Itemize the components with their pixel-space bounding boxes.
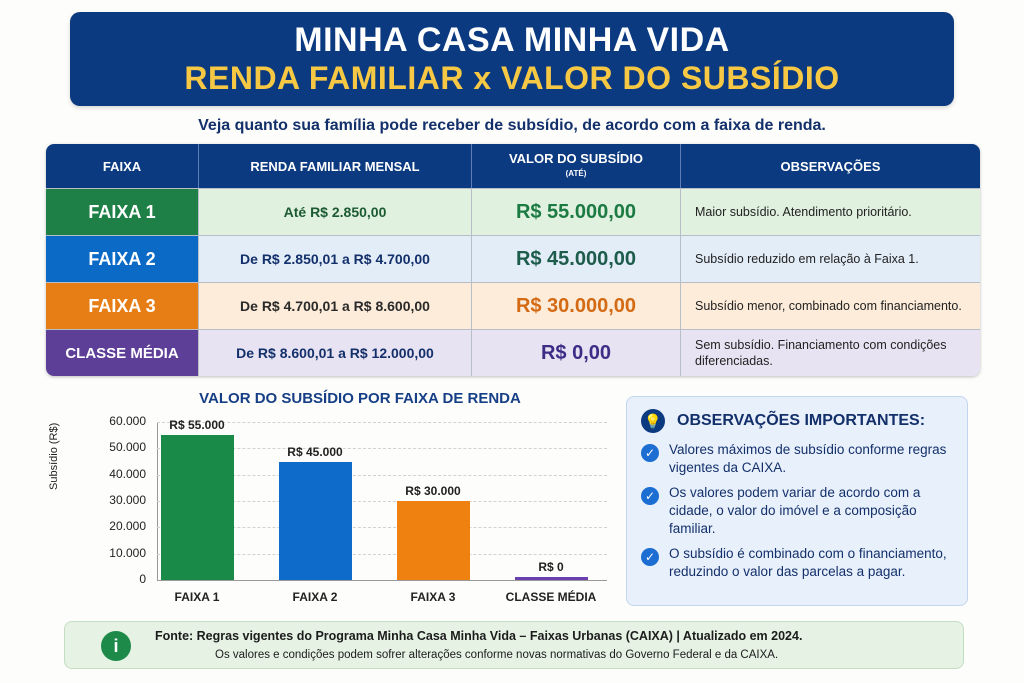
subsidio-value: R$ 45.000,00 bbox=[472, 235, 681, 282]
x-axis bbox=[157, 580, 607, 581]
info-icon: i bbox=[101, 631, 131, 661]
faixa-label: CLASSE MÉDIA bbox=[46, 329, 199, 376]
observacao-cell: Subsídio reduzido em relação à Faixa 1. bbox=[681, 235, 980, 282]
title-banner bbox=[70, 12, 954, 106]
faixa-label: FAIXA 1 bbox=[46, 188, 199, 235]
bar-data-label: R$ 0 bbox=[538, 560, 564, 574]
header-renda: RENDA FAMILIAR MENSAL bbox=[199, 144, 472, 188]
check-circle-icon: ✓ bbox=[641, 548, 659, 566]
table-row bbox=[46, 329, 980, 376]
faixa-label: FAIXA 3 bbox=[46, 282, 199, 329]
source-footer bbox=[64, 621, 964, 669]
bar bbox=[161, 435, 234, 580]
bar bbox=[397, 501, 470, 580]
check-circle-icon: ✓ bbox=[641, 487, 659, 505]
header-faixa: FAIXA bbox=[46, 144, 199, 188]
observacoes-title: OBSERVAÇÕES IMPORTANTES: bbox=[677, 412, 926, 429]
faixa-label: FAIXA 2 bbox=[46, 235, 199, 282]
observacao-text: Valores máximos de subsídio conforme regras vigentes da CAIXA. bbox=[669, 442, 947, 475]
observacoes-panel bbox=[626, 396, 968, 606]
bar-data-label: R$ 30.000 bbox=[405, 484, 461, 498]
bar-data-label: R$ 45.000 bbox=[287, 444, 343, 459]
disclaimer-text: Os valores e condições podem sofrer alterações conforme novas normativas do Governo Federal e da CAIXA. bbox=[215, 649, 779, 661]
bar bbox=[279, 462, 352, 581]
table-row bbox=[46, 188, 980, 235]
subsidio-value: R$ 0,00 bbox=[472, 329, 681, 376]
renda-cell: De R$ 8.600,01 a R$ 12.000,00 bbox=[199, 329, 472, 376]
observacao-cell: Sem subsídio. Financiamento com condições diferenciadas. bbox=[681, 329, 980, 376]
chart-title: VALOR DO SUBSÍDIO POR FAIXA DE RENDA bbox=[199, 390, 521, 407]
check-circle-icon: ✓ bbox=[641, 444, 659, 462]
x-tick-label: FAIXA 1 bbox=[174, 590, 220, 604]
observacoes-list bbox=[641, 441, 953, 581]
x-tick-label: FAIXA 2 bbox=[292, 590, 338, 604]
header-valor bbox=[472, 144, 681, 188]
y-tick-label: 10.000 bbox=[109, 545, 146, 560]
subsidio-value: R$ 30.000,00 bbox=[472, 282, 681, 329]
observacao-cell: Subsídio menor, combinado com financiamento. bbox=[681, 282, 980, 329]
y-tick-label: 60.000 bbox=[109, 414, 146, 428]
table-row bbox=[46, 282, 980, 329]
intro-text: Veja quanto sua família pode receber de subsídio, de acordo com a faixa de renda. bbox=[198, 117, 826, 134]
y-tick-label: 40.000 bbox=[109, 466, 146, 481]
bar-chart bbox=[40, 410, 620, 610]
observacoes-header bbox=[641, 409, 953, 433]
observacao-text: O subsídio é combinado com o financiamento, reduzindo o valor das parcelas a pagar. bbox=[669, 546, 947, 579]
x-tick-label: FAIXA 3 bbox=[410, 590, 456, 604]
header-valor-label: VALOR DO SUBSÍDIO bbox=[508, 151, 644, 166]
renda-cell: De R$ 4.700,01 a R$ 8.600,00 bbox=[199, 282, 472, 329]
y-axis-label: Subsídio (R$) bbox=[48, 422, 60, 490]
list-item bbox=[641, 545, 953, 581]
y-tick-label: 0 bbox=[139, 572, 146, 586]
y-tick-label: 20.000 bbox=[109, 519, 146, 534]
renda-cell: De R$ 2.850,01 a R$ 4.700,00 bbox=[199, 235, 472, 282]
subsidio-value: R$ 55.000,00 bbox=[472, 188, 681, 235]
y-tick-label: 50.000 bbox=[109, 440, 146, 455]
renda-cell: Até R$ 2.850,00 bbox=[199, 188, 472, 235]
list-item bbox=[641, 441, 953, 477]
faixas-table bbox=[46, 144, 980, 376]
x-tick-label: CLASSE MÉDIA bbox=[505, 590, 597, 604]
table-row bbox=[46, 235, 980, 282]
table-header-row bbox=[46, 144, 980, 188]
bar-data-label: R$ 55.000 bbox=[169, 418, 225, 433]
y-tick-label: 30.000 bbox=[109, 493, 146, 507]
bar bbox=[515, 577, 588, 580]
lightbulb-icon: 💡 bbox=[641, 409, 665, 433]
observacao-text: Os valores podem variar de acordo com a cidade, o valor do imóvel e a composição familiar. bbox=[669, 485, 921, 536]
main-title: MINHA CASA MINHA VIDA bbox=[294, 21, 730, 59]
main-subtitle: RENDA FAMILIAR x VALOR DO SUBSÍDIO bbox=[184, 60, 840, 96]
observacao-cell: Maior subsídio. Atendimento prioritário. bbox=[681, 188, 980, 235]
header-valor-sub: (ATÉ) bbox=[565, 169, 587, 178]
source-text: Fonte: Regras vigentes do Programa Minha Casa Minha Vida – Faixas Urbanas (CAIXA) | Atualizado em 2024. bbox=[155, 629, 803, 643]
header-observacoes: OBSERVAÇÕES bbox=[681, 144, 980, 188]
list-item bbox=[641, 484, 953, 538]
